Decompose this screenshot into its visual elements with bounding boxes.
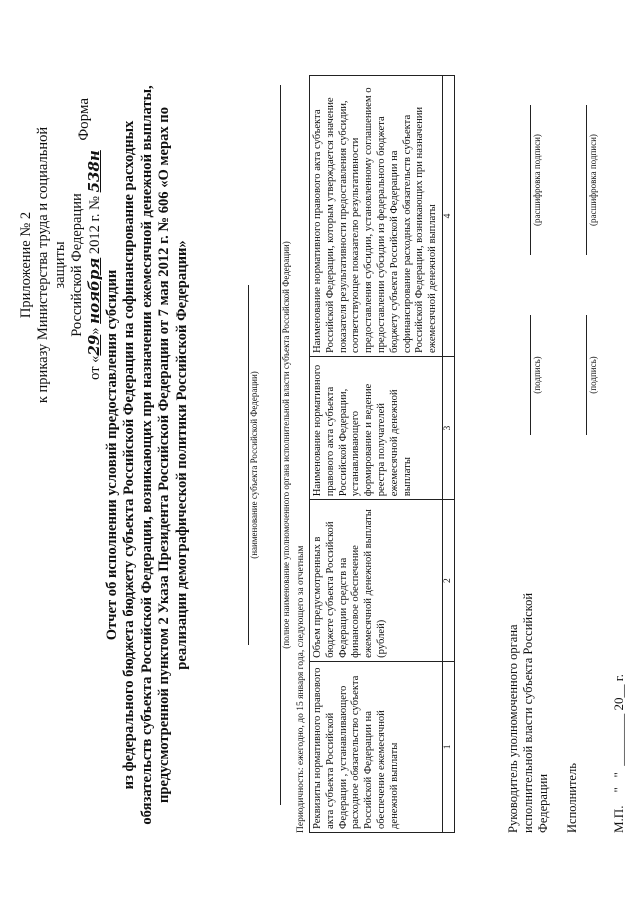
header-cell: Объем предусмотренных в бюджете субъекта Российской Федерации средств на финансовое обеспечение ежемесячной денежной выплаты (рублей) [310, 500, 443, 662]
appendix-date [86, 120, 104, 410]
head-signature-field[interactable] [518, 315, 531, 435]
column-number: 1 [442, 661, 454, 832]
date-year: 2012 г. № [87, 192, 103, 258]
subject-name-field[interactable] [230, 285, 249, 645]
executor-decoding-caption: (расшифровка подписи) [588, 134, 598, 226]
form-label: Форма [76, 98, 92, 141]
authority-name-caption: (полное наименование уполномоченного органа исполнительной власти субъекта Российской Федерации) [281, 241, 291, 649]
report-title [104, 75, 191, 835]
head-decoding-field[interactable] [518, 105, 531, 255]
head-of-authority-label: Руководитель уполномоченного органа исполнительной власти субъекта Российской Федерации [506, 592, 550, 833]
title-line: из федерального бюджета бюджету субъекта Российской Федерации на софинансирование расходных [121, 120, 138, 790]
head-signature-caption: (подпись) [532, 356, 542, 394]
head-decoding-caption: (расшифровка подписи) [532, 134, 542, 226]
header-cell: Реквизиты нормативного правового акта субъекта Российской Федерации , устанавливающего расходное обязательство субъекта Российской Федерации на обеспечение ежемесячной денежной выплаты [310, 661, 443, 832]
appendix-number: Приложение № 2 [18, 211, 34, 319]
executor-label: Исполнитель [565, 763, 579, 833]
stamp-date-row: М.П. " " ________ 20__ г. [611, 674, 626, 833]
subject-name-caption: (наименование субъекта Российской Федерации) [249, 371, 259, 559]
table-header-row [310, 76, 443, 833]
appendix-ministry: Российской Федерации [69, 193, 85, 337]
date-month: ноября [85, 257, 103, 324]
executor-decoding-field[interactable] [574, 105, 587, 255]
periodicity-note: Периодичность: ежегодно, до 15 января года, следующего за отчетным [296, 545, 306, 833]
executor-signature-field[interactable] [574, 315, 587, 435]
title-line: предусмотренной пунктом 2 Указа Президента Российской Федерации от 7 мая 2012 г. № 606 «О мерах по [156, 106, 173, 804]
title-line: обязательств субъекта Российской Федерации, возникающих при назначении ежемесячной денежной выплаты, [138, 85, 155, 825]
order-number: 538н [85, 150, 103, 193]
header-cell: Наименование нормативного правового акта субъекта Российской Федерации, которым утверждается значение показателя результативности предоставления субсидии, соответствующее показателю результативности предоставления субсидии, установленному соглашением о предоставлении субсидии из федерального бюджета бюджету субъекта Российской Федерации на софинансирование расходных обязательств субъекта Российской Федерации, возникающих при назначении ежемесячной денежной выплаты [310, 76, 443, 357]
column-number-row [442, 76, 454, 833]
date-mid: » [87, 323, 103, 335]
column-number: 3 [442, 357, 454, 500]
header-cell: Наименование нормативного правового акта субъекта Российской Федерации, устанавливающего формирование и ведение реестра получателей ежемесячной денежной выплаты [310, 357, 443, 500]
date-prefix: от « [87, 355, 103, 380]
column-number: 4 [442, 76, 454, 357]
report-table [309, 75, 455, 833]
title-line: реализации демографической политики Российской Федерации» [173, 240, 190, 670]
title-line: Отчет об исполнении условий предоставления субсидии [104, 269, 120, 641]
executor-signature-caption: (подпись) [588, 356, 598, 394]
column-number: 2 [442, 500, 454, 662]
authority-name-field[interactable] [262, 85, 281, 805]
appendix-header [18, 120, 104, 410]
appendix-order-ref: к приказу Министерства труда и социальной защиты [35, 126, 68, 404]
date-day: 29 [85, 334, 103, 356]
